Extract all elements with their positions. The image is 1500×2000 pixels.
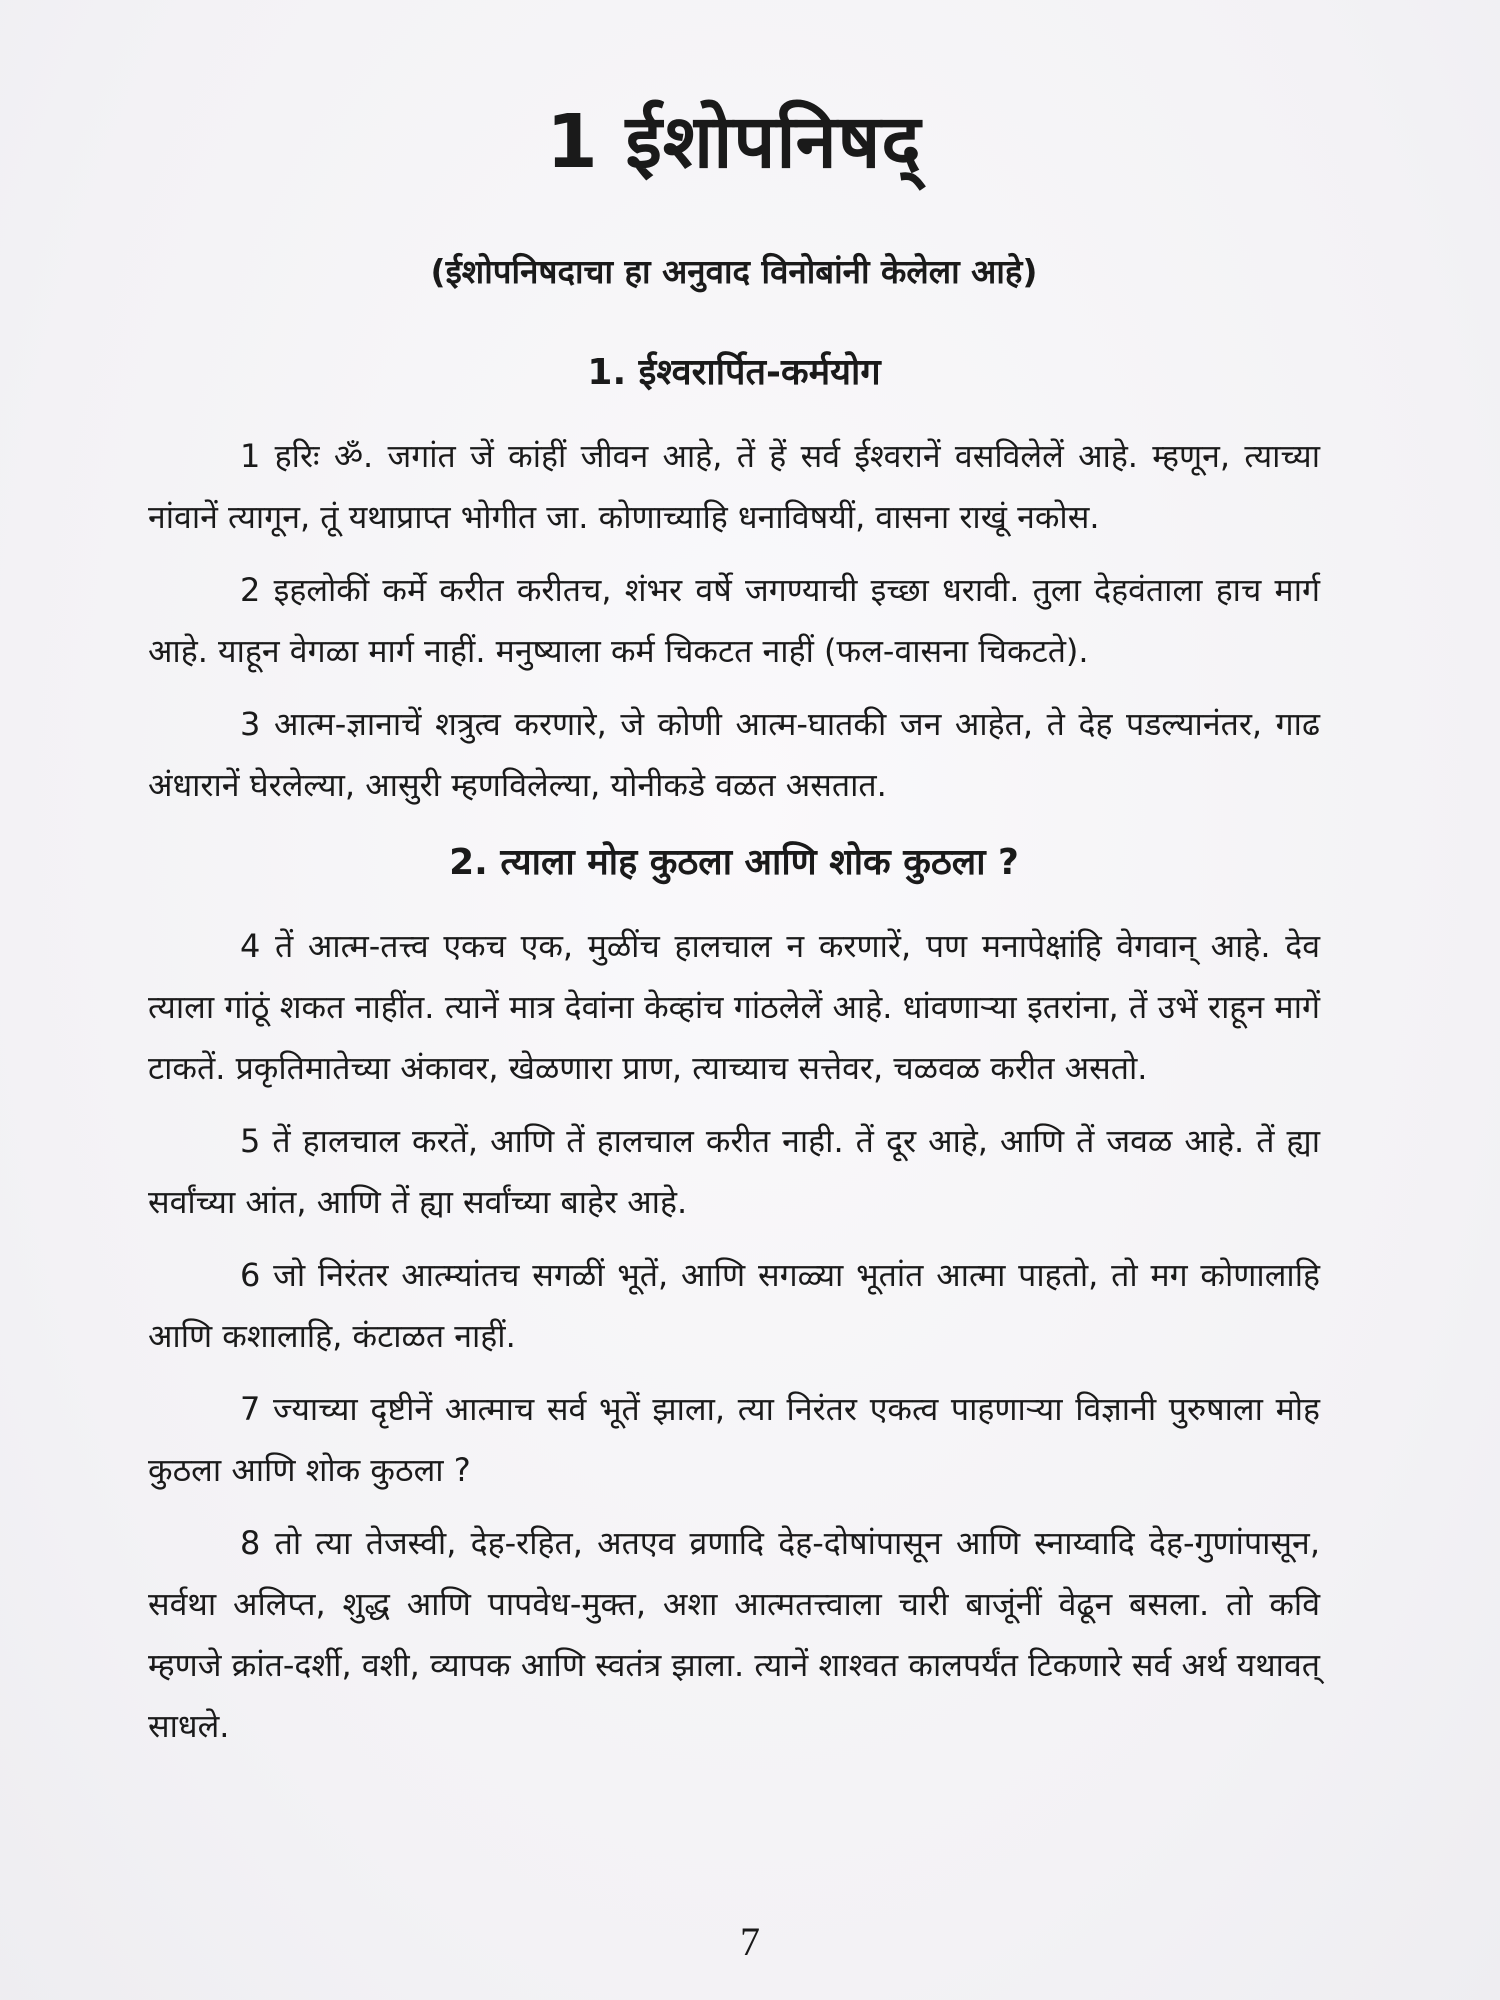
- verse-1: 1 हरिः ॐ. जगांत जें कांहीं जीवन आहे, तें हें सर्व ईश्वरानें वसविलेलें आहे. म्हणून, त्याच्या नांवानें त्यागून, तूं यथाप्राप्त भोगीत जा. कोणाच्याहि धनाविषयीं, वासना राखूं नकोस.: [148, 437, 1320, 536]
- section-heading-1: 1. ईश्वरार्पित-कर्मयोग: [587, 352, 881, 393]
- verse-2: 2 इहलोकीं कर्मे करीत करीतच, शंभर वर्षे जगण्याची इच्छा धरावी. तुला देहवंताला हाच मार्ग आहे. याहून वेगळा मार्ग नाहीं. मनुष्याला कर्म चिकटत नाहीं (फल-वासना चिकटते).: [148, 571, 1320, 670]
- section-heading-2: 2. त्याला मोह कुठला आणि शोक कुठला ?: [449, 842, 1019, 883]
- verse-7: 7 ज्याच्या दृष्टीनें आत्माच सर्व भूतें झाला, त्या निरंतर एकत्व पाहणाऱ्या विज्ञानी पुरुषाला मोह कुठला आणि शोक कुठला ?: [148, 1390, 1320, 1489]
- chapter-title: 1 ईशोपनिषद्: [546, 99, 922, 185]
- verse-3: 3 आत्म-ज्ञानाचें शत्रुत्व करणारे, जे कोणी आत्म-घातकी जन आहेत, ते देह पडल्यानंतर, गाढ अंधारानें घेरलेल्या, आसुरी म्हणविलेल्या, योनीकडे वळत असतात.: [148, 705, 1320, 804]
- verse-6: 6 जो निरंतर आत्म्यांतच सगळीं भूतें, आणि सगळ्या भूतांत आत्मा पाहतो, तो मग कोणालाहि आणि कशालाहि, कंटाळत नाहीं.: [148, 1256, 1320, 1355]
- translator-note: (ईशोपनिषदाचा हा अनुवाद विनोबांनी केलेला आहे): [430, 252, 1038, 291]
- verse-8: 8 तो त्या तेजस्वी, देह-रहित, अतएव व्रणादि देह-दोषांपासून आणि स्नाय्वादि देह-गुणांपासून, सर्वथा अलिप्त, शुद्ध आणि पापवेध-मुक्त, अशा आत्मतत्त्वाला चारी बाजूंनीं वेढून बसला. तो कवि म्हणजे क्रांत-दर्शी, वशी, व्यापक आणि स्वतंत्र झाला. त्यानें शाश्वत कालपर्यंत टिकणारे सर्व अर्थ यथावत् साधले.: [148, 1524, 1320, 1745]
- page-number: 7: [740, 1919, 760, 1964]
- verse-4: 4 तें आत्म-तत्त्व एकच एक, मुळींच हालचाल न करणारें, पण मनापेक्षांहि वेगवान् आहे. देव त्याला गांठूं शकत नाहींत. त्यानें मात्र देवांना केव्हांच गांठलेलें आहे. धांवणाऱ्या इतरांना, तें उभें राहून मागें टाकतें. प्रकृतिमातेच्या अंकावर, खेळणारा प्राण, त्याच्याच सत्तेवर, चळवळ करीत असतो.: [148, 927, 1320, 1087]
- verse-5: 5 तें हालचाल करतें, आणि तें हालचाल करीत नाही. तें दूर आहे, आणि तें जवळ आहे. तें ह्या सर्वांच्या आंत, आणि तें ह्या सर्वांच्या बाहेर आहे.: [148, 1122, 1320, 1221]
